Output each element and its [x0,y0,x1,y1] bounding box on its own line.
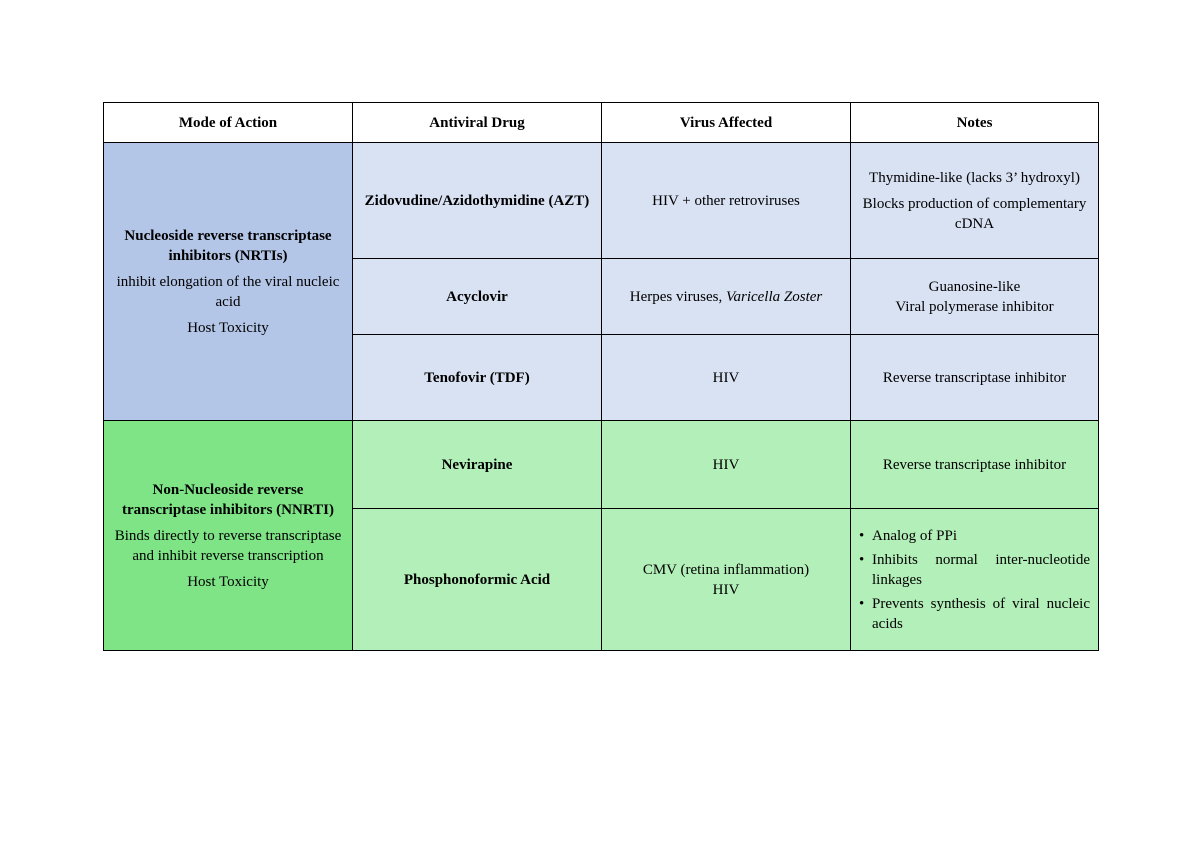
notes-cell [851,259,1099,335]
note-line: Thymidine-like (lacks 3’ hydroxyl) [869,169,1080,186]
list-item: • Prevents synthesis of viral nucleic acids [859,594,1090,634]
header-antiviral-drug: Antiviral Drug [353,103,602,143]
note-line: Guanosine-like [928,278,1021,295]
drug-cell: Tenofovir (TDF) [353,335,602,421]
virus-line: HIV [712,581,740,598]
note-line: Reverse transcriptase inhibitor [882,369,1067,386]
virus-line: CMV (retina inflammation) [642,561,810,578]
notes-cell [851,509,1099,651]
drug-cell: Phosphonoformic Acid [353,509,602,651]
table-row [104,143,1099,259]
notes-cell [851,143,1099,259]
note-line: Blocks production of complementary cDNA [862,195,1087,232]
virus-cell [602,509,851,651]
drug-cell: Zidovudine/Azidothymidine (AZT) [353,143,602,259]
list-item: • Inhibits normal inter-nucleotide linkages [859,550,1090,590]
note-line: Reverse transcriptase inhibitor [882,456,1067,473]
header-mode-of-action: Mode of Action [104,103,353,143]
virus-cell [602,259,851,335]
header-virus-affected: Virus Affected [602,103,851,143]
virus-cell: HIV [602,335,851,421]
nrti-description: inhibit elongation of the viral nucleic acid [116,273,340,310]
antiviral-drug-table [103,102,1099,651]
header-notes: Notes [851,103,1099,143]
nrti-toxicity: Host Toxicity [187,319,269,336]
virus-italic-text: Varicella Zoster [725,288,823,305]
virus-cell: HIV + other retroviruses [602,143,851,259]
nnrti-description: Binds directly to reverse transcriptase and inhibit reverse transcription [114,527,342,564]
nrti-title: Nucleoside reverse transcriptase inhibitors (NRTIs) [124,227,332,264]
mode-cell-nnrti [104,421,353,651]
nnrti-toxicity: Host Toxicity [187,573,269,590]
note-line: Viral polymerase inhibitor [895,298,1054,315]
drug-cell: Nevirapine [353,421,602,509]
list-item: • Analog of PPi [859,526,1090,546]
notes-cell [851,421,1099,509]
virus-cell: HIV [602,421,851,509]
mode-cell-nrti [104,143,353,421]
header-row [104,103,1099,143]
table-row [104,421,1099,509]
nnrti-title: Non-Nucleoside reverse transcriptase inhibitors (NNRTI) [122,481,334,518]
virus-text: Herpes viruses, [629,288,726,305]
notes-bullet-list [859,526,1090,634]
drug-cell: Acyclovir [353,259,602,335]
notes-cell [851,335,1099,421]
